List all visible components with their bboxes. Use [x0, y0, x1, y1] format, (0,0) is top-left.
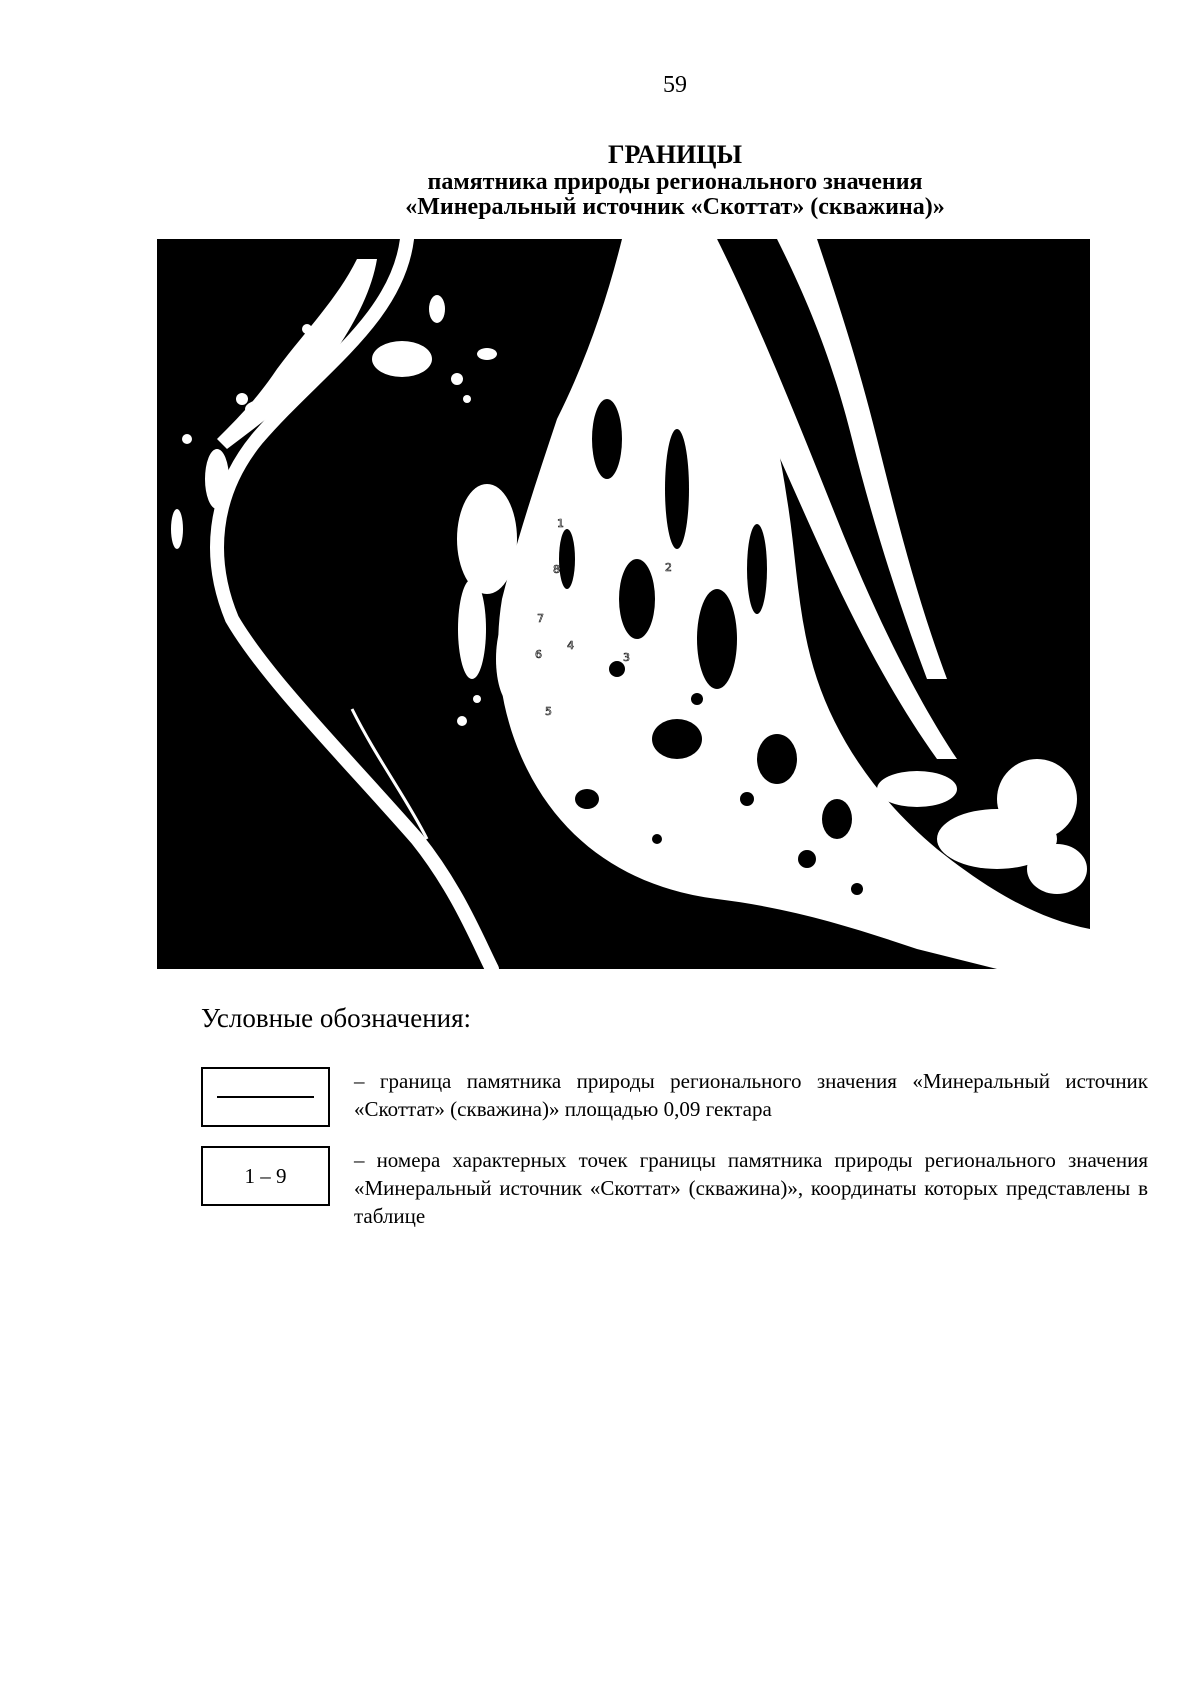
title-line-3: «Минеральный источник «Скоттат» (скважина)» — [405, 194, 945, 220]
title-line-2: памятника природы регионального значения — [427, 169, 923, 195]
legend-description-boundary: – граница памятника природы регионального значения «Минеральный источник «Скоттат» (скважина)» площадью 0,09 гектара — [354, 1069, 1148, 1121]
page-number: 59 — [663, 72, 687, 98]
legend-heading: Условные обозначения: — [201, 1003, 472, 1033]
legend-symbol-points: 1 – 9 — [201, 1146, 330, 1206]
boundary-line-sample — [217, 1096, 314, 1098]
point-label: 6 — [535, 648, 542, 661]
title-block — [0, 140, 1200, 220]
point-label: 2 — [665, 561, 672, 574]
map-image — [157, 239, 1090, 969]
legend-description-points: – номера характерных точек границы памятника природы регионального значения «Минеральный источник «Скоттат» (скважина)», координаты которых представлены в таблице — [354, 1148, 1148, 1228]
satellite-map — [157, 239, 1090, 969]
point-label: 8 — [553, 563, 560, 576]
legend-symbol-boundary — [201, 1067, 330, 1127]
point-label: 3 — [623, 651, 630, 664]
point-label: 5 — [545, 705, 552, 718]
point-label: 4 — [567, 639, 574, 652]
point-label: 1 — [557, 517, 564, 530]
title-main: ГРАНИЦЫ — [607, 140, 743, 169]
point-label: 7 — [537, 612, 544, 625]
